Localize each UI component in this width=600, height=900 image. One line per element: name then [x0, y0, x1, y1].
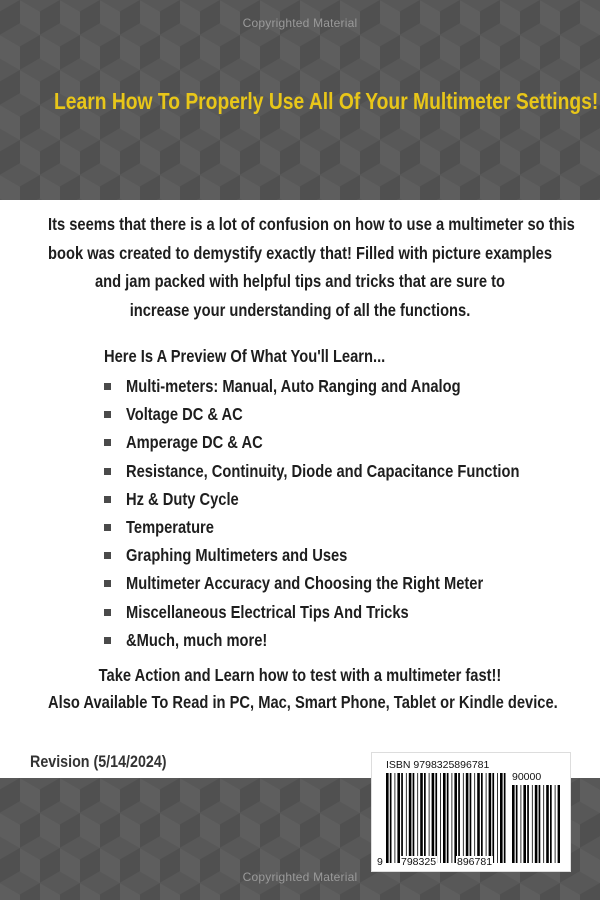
barcode-bar	[539, 785, 541, 863]
headline: Learn How To Properly Use All Of Your Multimeter Settings!	[54, 88, 599, 114]
barcode-bar	[409, 773, 412, 863]
barcode-bar	[401, 773, 403, 863]
barcode-bar	[440, 773, 441, 863]
barcode-bar	[466, 773, 469, 863]
barcode-bar	[386, 773, 389, 863]
call-to-action	[0, 662, 600, 716]
barcode-bar	[452, 773, 453, 863]
barcode-bar	[417, 773, 418, 863]
barcode-bar	[527, 785, 529, 863]
revision-label: Revision (5/14/2024)	[30, 752, 167, 771]
square-bullet-icon	[104, 637, 111, 644]
feature-text: Temperature	[126, 516, 214, 537]
barcode-bars-icon	[386, 773, 508, 863]
barcode-bar	[521, 785, 522, 863]
barcode-bar	[523, 785, 526, 863]
barcode-bar	[420, 773, 423, 863]
square-bullet-icon	[104, 524, 111, 531]
barcode-bar	[397, 773, 400, 863]
square-bullet-icon	[104, 439, 111, 446]
feature-text: Multi-meters: Manual, Auto Ranging and Analog	[126, 376, 461, 396]
cta-line: Take Action and Learn how to test with a multimeter fast!!	[98, 665, 502, 685]
feature-text: &Much, much more!	[126, 629, 268, 650]
barcode-bar	[486, 773, 487, 863]
barcode-bar	[447, 773, 449, 863]
barcode-bar	[395, 773, 396, 863]
barcode-bar	[477, 773, 480, 863]
barcode-bar	[489, 773, 492, 863]
barcode-bar	[532, 785, 533, 863]
intro-line: Its seems that there is a lot of confusion on how to use a multimeter so this	[48, 214, 575, 234]
barcode-bar	[429, 773, 430, 863]
barcode-bar	[558, 785, 560, 863]
feature-text: Hz & Duty Cycle	[126, 488, 239, 509]
watermark-bottom: Copyrighted Material	[242, 870, 358, 884]
barcode-bar	[443, 773, 446, 863]
isbn-barcode	[371, 752, 571, 872]
intro-line: increase your understanding of all the functions.	[129, 299, 471, 320]
barcode-bar	[512, 785, 515, 863]
barcode-bar	[492, 773, 494, 863]
barcode-bar	[500, 773, 503, 863]
price-barcode-bars-icon	[512, 785, 560, 863]
barcode-bar	[555, 785, 556, 863]
barcode-bar	[474, 773, 475, 863]
feature-text: Graphing Multimeters and Uses	[126, 545, 348, 566]
square-bullet-icon	[104, 609, 111, 616]
preview-heading: Here Is A Preview Of What You'll Learn...	[104, 346, 386, 366]
square-bullet-icon	[104, 496, 111, 503]
barcode-bar	[535, 785, 538, 863]
barcode-bar	[504, 773, 506, 863]
feature-text: Multimeter Accuracy and Choosing the Right Meter	[126, 573, 484, 594]
barcode-bar	[424, 773, 426, 863]
intro-line: book was created to demystify exactly that! Filled with picture examples	[48, 242, 553, 263]
barcode-digits-left: 798325	[401, 856, 437, 868]
feature-text: Miscellaneous Electrical Tips And Tricks	[126, 601, 409, 622]
barcode-bar	[432, 773, 435, 863]
square-bullet-icon	[104, 411, 111, 418]
intro-line: and jam packed with helpful tips and tricks that are sure to	[94, 271, 506, 291]
watermark-top: Copyrighted Material	[242, 16, 358, 30]
square-bullet-icon	[104, 580, 111, 587]
feature-text: Resistance, Continuity, Diode and Capacitance Function	[126, 460, 520, 481]
cta-line: Also Available To Read in PC, Mac, Smart Phone, Tablet or Kindle device.	[48, 692, 558, 712]
barcode-bar	[435, 773, 437, 863]
barcode-bar	[546, 785, 549, 863]
barcode-bar	[516, 785, 518, 863]
barcode-bar	[458, 773, 460, 863]
barcode-digit-first: 9	[377, 856, 383, 868]
price-code: 90000	[512, 771, 542, 783]
barcode-bar	[454, 773, 457, 863]
barcode-bar	[470, 773, 472, 863]
barcode-bar	[543, 785, 544, 863]
barcode-bar	[413, 773, 415, 863]
barcode-bar	[550, 785, 552, 863]
barcode-bar	[390, 773, 392, 863]
barcode-bar	[481, 773, 483, 863]
intro-paragraph	[0, 210, 600, 324]
feature-text: Amperage DC & AC	[126, 432, 263, 453]
barcode-digits-right: 896781	[457, 856, 493, 868]
square-bullet-icon	[104, 468, 111, 475]
isbn-label: ISBN 9798325896781	[386, 759, 490, 771]
barcode-bar	[497, 773, 498, 863]
feature-text: Voltage DC & AC	[126, 404, 243, 425]
barcode-bar	[463, 773, 464, 863]
barcode-bar	[406, 773, 407, 863]
square-bullet-icon	[104, 383, 111, 390]
square-bullet-icon	[104, 552, 111, 559]
